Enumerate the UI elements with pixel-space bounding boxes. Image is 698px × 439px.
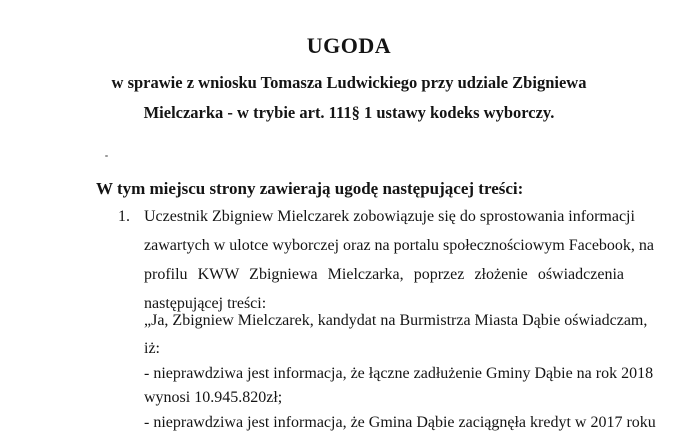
section-heading: W tym miejscu strony zawierają ugodę następującej treści:: [96, 179, 524, 198]
body-line-6: iż:: [144, 340, 160, 357]
body-line-9: - nieprawdziwa jest informacja, że Gmina Dąbie zaciągnęła kredyt w 2017 roku: [144, 414, 656, 431]
document-subtitle-line-1: w sprawie z wniosku Tomasza Ludwickiego przy udziale Zbigniewa: [111, 73, 587, 92]
body-line-4: następującej treści:: [144, 295, 267, 312]
item-number: 1.: [118, 208, 130, 225]
body-line-5: „Ja, Zbigniew Mielczarek, kandydat na Burmistrza Miasta Dąbie oświadczam,: [144, 312, 648, 329]
body-line-1: Uczestnik Zbigniew Mielczarek zobowiązuje się do sprostowania informacji: [144, 208, 635, 225]
document-title: UGODA: [306, 33, 392, 58]
body-line-2: zawartych w ulotce wyborczej oraz na portalu społecznościowym Facebook, na: [144, 237, 655, 254]
body-line-7: - nieprawdziwa jest informacja, że łączne zadłużenie Gminy Dąbie na rok 2018: [144, 365, 654, 382]
body-line-3: profilu KWW Zbigniewa Mielczarka, poprzez złożenie oświadczenia: [144, 266, 624, 283]
document-subtitle-line-2: Mielczarka - w trybie art. 111§ 1 ustawy kodeks wyborczy.: [143, 103, 555, 122]
body-line-8: wynosi 10.945.820zł;: [144, 389, 283, 406]
scan-speck: [105, 155, 108, 157]
